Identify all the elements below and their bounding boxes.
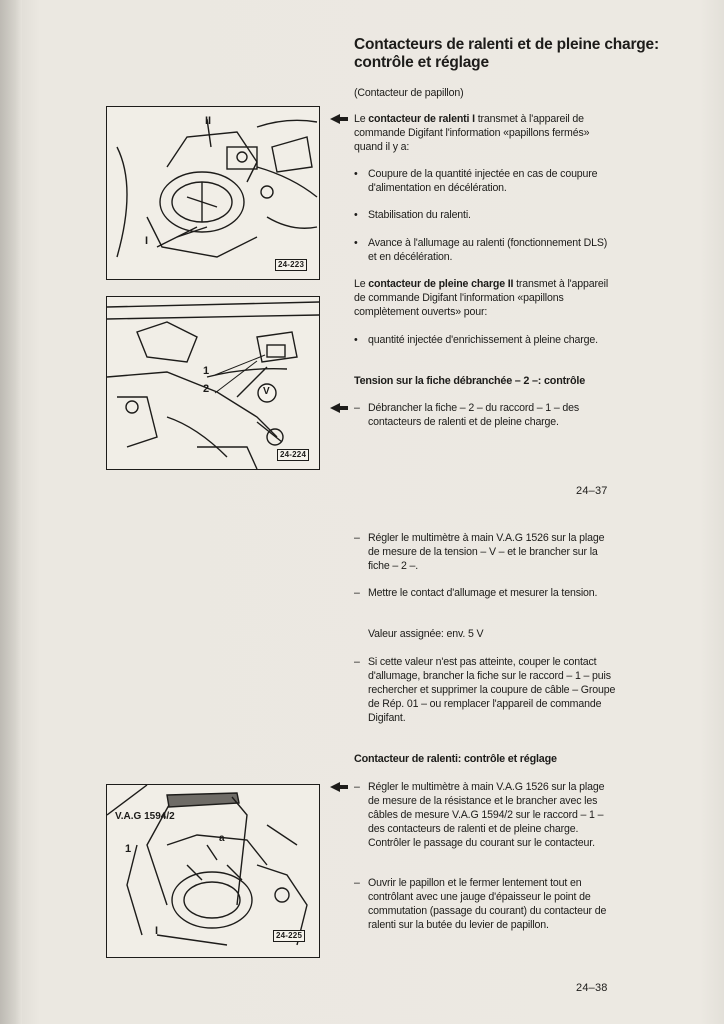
step-item: – Ouvrir le papillon et le fermer lentement tout en contrôlant avec une jauge d'épaisseur le point de commutation (passage du courant) du contacteur de ralenti sur la butée du levier de papillon. (354, 877, 607, 931)
figure-number: 24-223 (275, 259, 307, 271)
label-contact-ii: II (205, 115, 212, 127)
label-contact-i: I (145, 235, 149, 247)
figure-multimeter-cables (106, 784, 320, 958)
step-item: – Débrancher la fiche – 2 – du raccord – 1 – des contacteurs de ralenti et de pleine charge. (354, 402, 579, 428)
pointer-arrow-icon (330, 782, 348, 792)
page-number: 24–38 (576, 982, 608, 994)
bullet-item: • Avance à l'allumage au ralenti (fonctionnement DLS) et en décélération. (354, 237, 608, 263)
figure-throttle-contacts (106, 106, 320, 280)
pointer-arrow-icon (330, 403, 348, 413)
figure-connector-plug (106, 296, 320, 470)
label-connector-1: 1 (203, 365, 210, 377)
label-voltage-v: V (263, 386, 270, 397)
book-spine-shadow (0, 0, 22, 1024)
step-item: – Régler le multimètre à main V.A.G 1526 sur la plage de mesure de la tension – V – et le brancher sur la fiche – 2 –. (354, 532, 605, 572)
label-contact-i: I (155, 925, 159, 937)
nominal-value: Valeur assignée: env. 5 V (368, 628, 484, 640)
section-heading-voltage: Tension sur la fiche débranchée – 2 –: contrôle (354, 375, 585, 387)
subtitle: (Contacteur de papillon) (354, 87, 464, 99)
section-heading-idle: Contacteur de ralenti: contrôle et réglage (354, 753, 557, 765)
step-item: – Mettre le contact d'allumage et mesurer la tension. (354, 587, 598, 599)
page-title: Contacteurs de ralenti et de pleine charge: contrôle et réglage (354, 36, 659, 71)
step-item: – Si cette valeur n'est pas atteinte, couper le contact d'allumage, brancher la fiche sur le raccord – 1 – puis rechercher et supprimer la coupure de câble – Groupe de Rép. 01 – ou remplacer l'appareil de commande Digifant. (354, 656, 616, 724)
label-plug-2: 2 (203, 383, 210, 395)
paragraph-full-load-contact: Le contacteur de pleine charge II transmet à l'appareil de commande Digifant l'information «papillons complètement ouverts» pour: (354, 278, 609, 318)
pointer-arrow-icon (330, 114, 348, 124)
paragraph-idle-contact: Le contacteur de ralenti I transmet à l'appareil de commande Digifant l'information «papillons fermés» quand il y a: (354, 113, 590, 153)
figure-number: 24-224 (277, 449, 309, 461)
connector-illustration (107, 297, 319, 469)
label-tool: V.A.G 1594/2 (115, 811, 175, 822)
throttle-body-illustration (107, 107, 319, 279)
page-number: 24–37 (576, 485, 608, 497)
label-a: a (219, 833, 225, 844)
figure-number: 24-225 (273, 930, 305, 942)
step-item: – Régler le multimètre à main V.A.G 1526 sur la plage de mesure de la résistance et le brancher avec les câbles de mesure V.A.G 1594/2 sur le raccord – 1 – des contacteurs de ralenti et de pleine charge. Contrôler le passage du courant sur le contacteur. (354, 781, 605, 849)
bullet-item: • Stabilisation du ralenti. (354, 209, 471, 221)
label-connector-1: 1 (125, 843, 132, 855)
bullet-item: • quantité injectée d'enrichissement à pleine charge. (354, 334, 598, 346)
bullet-item: • Coupure de la quantité injectée en cas de coupure d'alimentation en décélération. (354, 168, 598, 194)
